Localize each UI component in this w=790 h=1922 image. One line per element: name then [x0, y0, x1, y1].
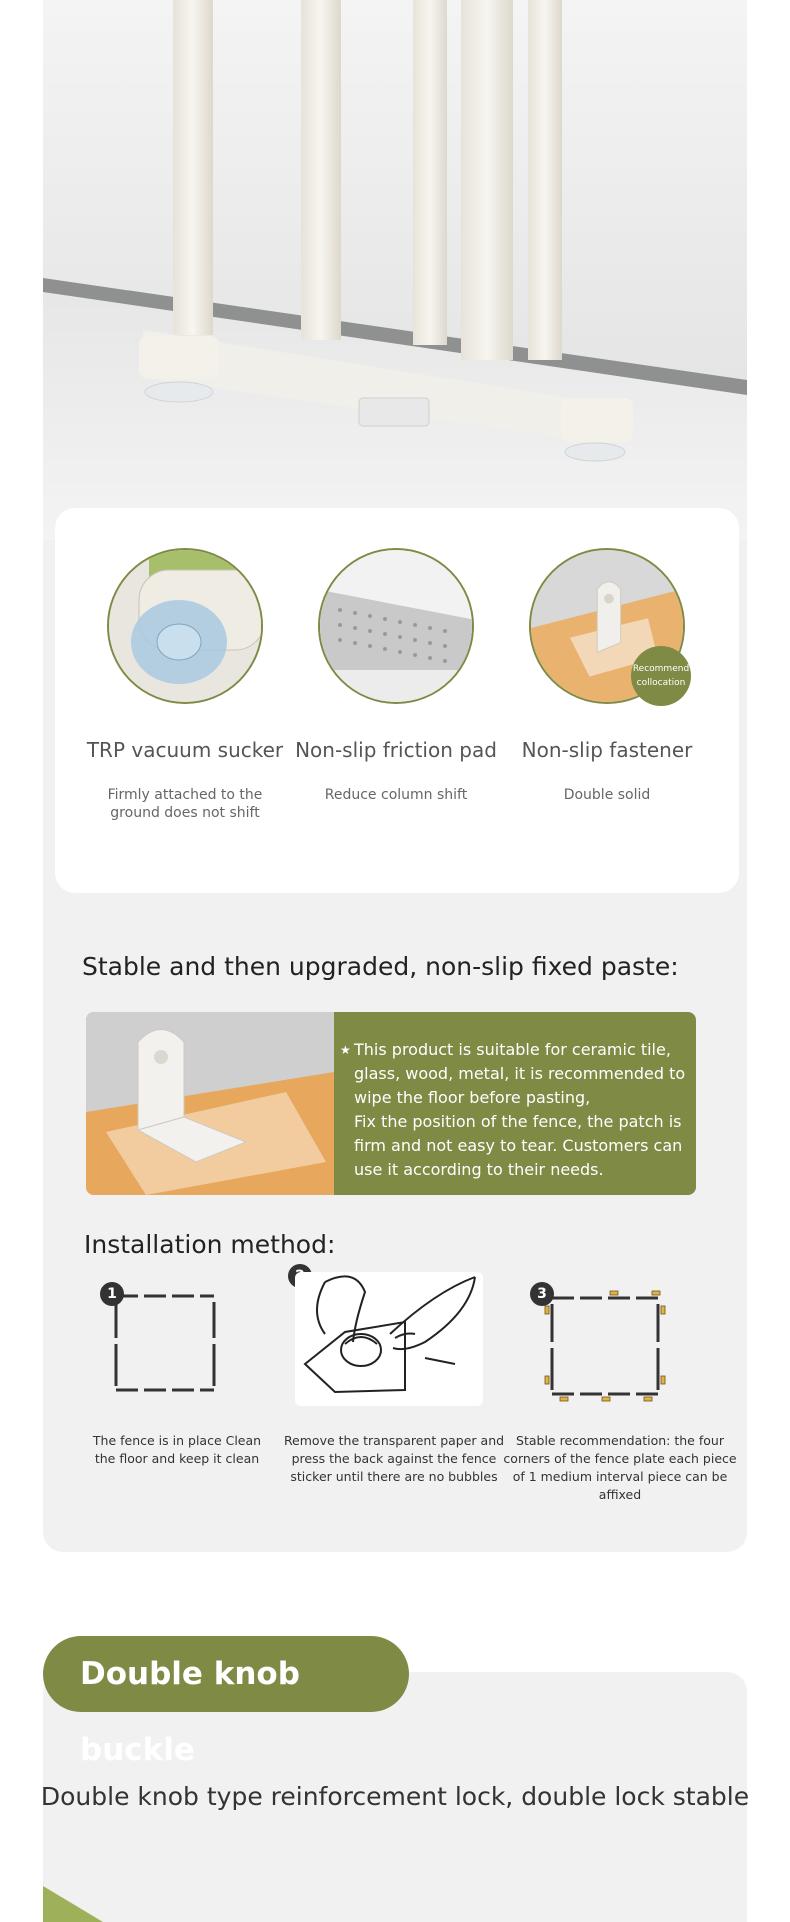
badge-line-2: collocation [636, 678, 686, 688]
feature-title: Non-slip friction pad [295, 738, 497, 762]
feature-title: Non-slip fastener [521, 738, 693, 762]
paste-photo [86, 1012, 334, 1195]
badge-line-1: Recommend [632, 664, 690, 674]
step-number: 1 [100, 1282, 124, 1306]
feature-friction-pad [286, 548, 506, 804]
fence-base-illustration [43, 0, 747, 548]
fastener-icon [529, 548, 690, 704]
feature-vacuum-sucker [75, 548, 295, 822]
knob-description: Double knob type reinforcement lock, double lock stable [40, 1782, 750, 1811]
sticker-positions-icon [540, 1288, 672, 1408]
fence-square-icon [108, 1288, 222, 1398]
corner-accent-shape [43, 1886, 103, 1922]
feature-fastener [497, 548, 717, 804]
feature-desc: Double solid [563, 787, 651, 803]
paste-description [340, 1038, 686, 1182]
feature-title: TRP vacuum sucker [86, 738, 284, 762]
paste-line-1: This product is suitable for ceramic tile, glass, wood, metal, it is recommended to wipe the floor before pasting, [354, 1040, 686, 1107]
feature-desc: Reduce column shift [324, 787, 468, 803]
stable-heading: Stable and then upgraded, non-slip fixed paste: [82, 952, 679, 981]
knob-title-pill: Double knob buckle [43, 1636, 409, 1712]
paste-line-2: Fix the position of the fence, the patch is firm and not easy to tear. Customers can use it according to their needs. [354, 1112, 683, 1179]
paste-info-box [86, 1012, 696, 1195]
feature-card [55, 508, 739, 893]
hero-photo [43, 0, 747, 548]
step-caption: Remove the transparent paper and press the back against the fence sticker until there are no bubbles [283, 1433, 505, 1484]
recommend-badge [631, 646, 691, 706]
star-icon: ★ [340, 1043, 351, 1057]
vacuum-sucker-icon [107, 548, 263, 704]
step-caption: The fence is in place Clean the floor and keep it clean [92, 1433, 262, 1466]
feature-desc: Firmly attached to the ground does not shift [107, 787, 263, 821]
friction-pad-icon [318, 548, 474, 704]
install-heading: Installation method: [84, 1230, 336, 1259]
press-sticker-icon [295, 1272, 483, 1406]
step-caption: Stable recommendation: the four corners of the fence plate each piece of 1 medium interval piece can be affixed [503, 1433, 737, 1502]
step-number: 3 [530, 1282, 554, 1306]
